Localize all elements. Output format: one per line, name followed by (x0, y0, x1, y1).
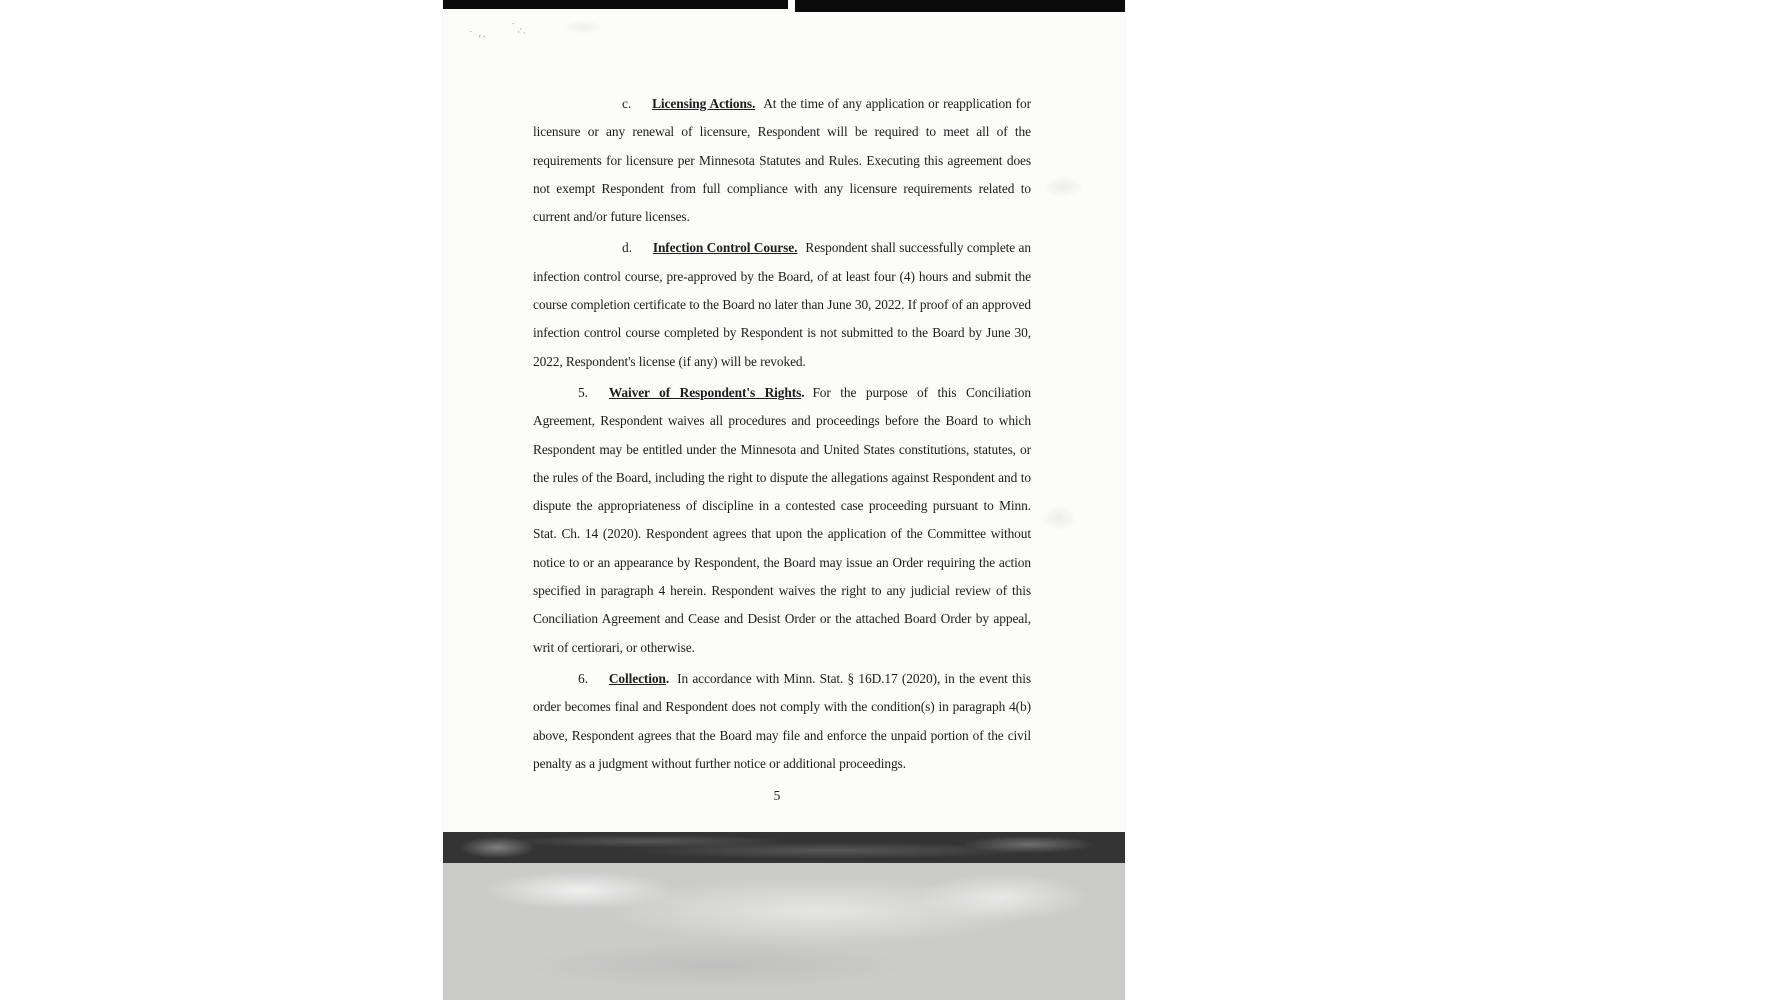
paragraph-d-infection-control-course (533, 234, 1031, 375)
scanner-bottom-light-band (443, 863, 1125, 1000)
paragraph-body: For the purpose of this Conciliation Agreement, Respondent waives all procedures and proceedings before the Board to which Respondent may be entitled under the Minnesota and United States constitutions, statutes, or the rules of the Board, including the right to dispute the allegations against Respondent and to dispute the appropriateness of discipline in a contested case proceeding pursuant to Minn. Stat. Ch. 14 (2020). Respondent agrees that upon the application of the Committee without notice to or an appearance by Respondent, the Board may issue an Order requiring the action specified in paragraph 4 herein. Respondent waives the right to any judicial review of this Conciliation Agreement and Cease and Desist Order or the attached Board Order by appeal, writ of certiorari, or otherwise. (533, 384, 1031, 655)
scan-smudge (1041, 505, 1077, 531)
heading-separator: . (801, 384, 805, 400)
paragraph-6-collection (533, 665, 1031, 778)
scanner-edge-bar-right (795, 0, 1125, 12)
page-number: 5 (773, 788, 781, 803)
pencil-mark: · :· (507, 18, 531, 41)
paragraph-label: c. (622, 96, 632, 111)
scan-smudge (1043, 176, 1083, 198)
paragraph-label: d. (622, 240, 632, 256)
paragraph-heading: Infection Control Course. (652, 240, 798, 256)
paragraph-5-waiver-of-respondents-rights (533, 379, 1031, 662)
paragraph-body: Respondent shall successfully complete an infection control course, pre-approved by the Board, of at least four (4) hours and submit the course completion certificate to the Board no later than June 30, 2022. If proof of an approved infection control course completed by Respondent is not submitted to the Board by June 30, 2022, Respondent's license (if any) will be revoked. (533, 240, 1031, 369)
document-body (533, 90, 1031, 778)
scan-smudge (563, 20, 603, 34)
paragraph-heading: Collection (608, 670, 666, 686)
paragraph-c-licensing-actions (533, 90, 1031, 231)
scanner-edge-bar-left (443, 0, 788, 9)
scanner-bottom-dark-band (443, 832, 1125, 863)
paragraph-heading: Waiver of Respondent's Rights (608, 384, 802, 400)
paragraph-body: In accordance with Minn. Stat. § 16D.17 (2020), in the event this order becomes final and Respondent does not comply with the condition(s) in paragraph 4(b) above, Respondent agrees that the Board may file and enforce the unpaid portion of the civil penalty as a judgment without further notice or additional proceedings. (533, 670, 1031, 771)
paragraph-label: 5. (578, 384, 588, 400)
scanned-document-page (443, 0, 1125, 1000)
heading-separator: . (665, 670, 670, 686)
paragraph-heading: Licensing Actions. (652, 96, 756, 111)
pencil-mark: · ,. (468, 26, 489, 41)
paragraph-body: At the time of any application or reapplication for licensure or any renewal of licensure, Respondent will be required to meet all of the requirements for licensure per Minnesota Statutes and Rules. Executing this agreement does not exempt Respondent from full compliance with any licensure requirements related to current and/or future licenses. (533, 96, 1031, 225)
paragraph-label: 6. (578, 670, 588, 686)
